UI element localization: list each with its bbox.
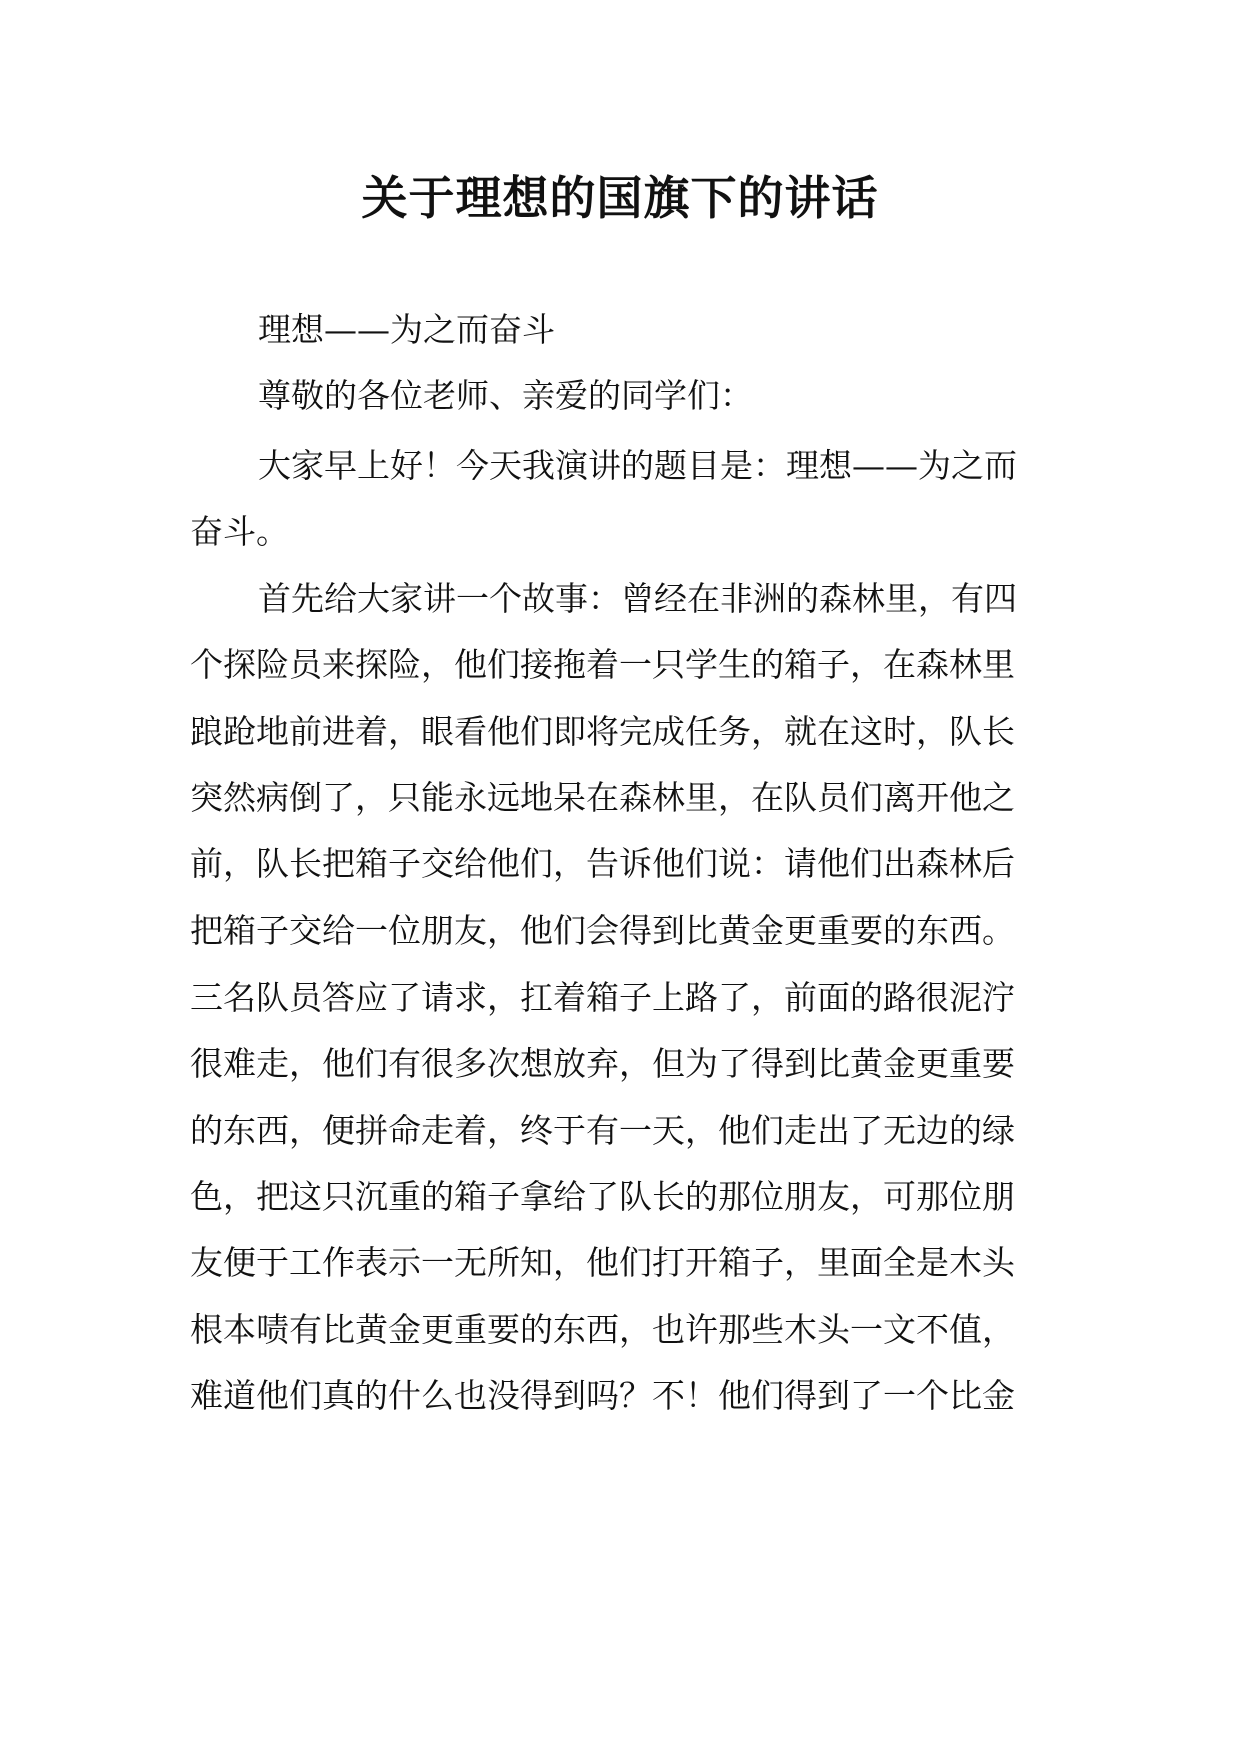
paragraph-line: 突然病倒了，只能永远地呆在森林里，在队员们离开他之 [190,778,1015,817]
paragraph-line: 前，队长把箱子交给他们，告诉他们说：请他们出森林后 [190,844,1015,883]
paragraph-line: 大家早上好！今天我演讲的题目是：理想——为之而 [258,446,1017,485]
paragraph-line: 奋斗。 [190,512,289,551]
paragraph-line: 首先给大家讲一个故事：曾经在非洲的森林里，有四 [258,579,1017,618]
paragraph-line: 三名队员答应了请求，扛着箱子上路了，前面的路很泥泞 [190,978,1015,1017]
paragraph-line: 尊敬的各位老师、亲爱的同学们： [258,376,753,415]
paragraph-line: 个探险员来探险，他们接拖着一只学生的箱子，在森林里 [190,645,1015,684]
paragraph-line: 很难走，他们有很多次想放弃，但为了得到比黄金更重要 [190,1044,1015,1083]
paragraph-line: 根本啧有比黄金更重要的东西，也许那些木头一文不值， [190,1310,1015,1349]
paragraph-line: 踉跄地前进着，眼看他们即将完成任务，就在这时，队长 [190,712,1015,751]
paragraph-line: 色，把这只沉重的箱子拿给了队长的那位朋友，可那位朋 [190,1177,1015,1216]
paragraph-line: 的东西，便拼命走着，终于有一天，他们走出了无边的绿 [190,1111,1015,1150]
paragraph-line: 友便于工作表示一无所知，他们打开箱子，里面全是木头 [190,1243,1015,1282]
paragraph-line: 难道他们真的什么也没得到吗？不！他们得到了一个比金 [190,1376,1015,1415]
paragraph-line: 理想——为之而奋斗 [258,310,555,349]
paragraph-line: 把箱子交给一位朋友，他们会得到比黄金更重要的东西。 [190,911,1015,950]
document-title: 关于理想的国旗下的讲话 [361,171,879,225]
